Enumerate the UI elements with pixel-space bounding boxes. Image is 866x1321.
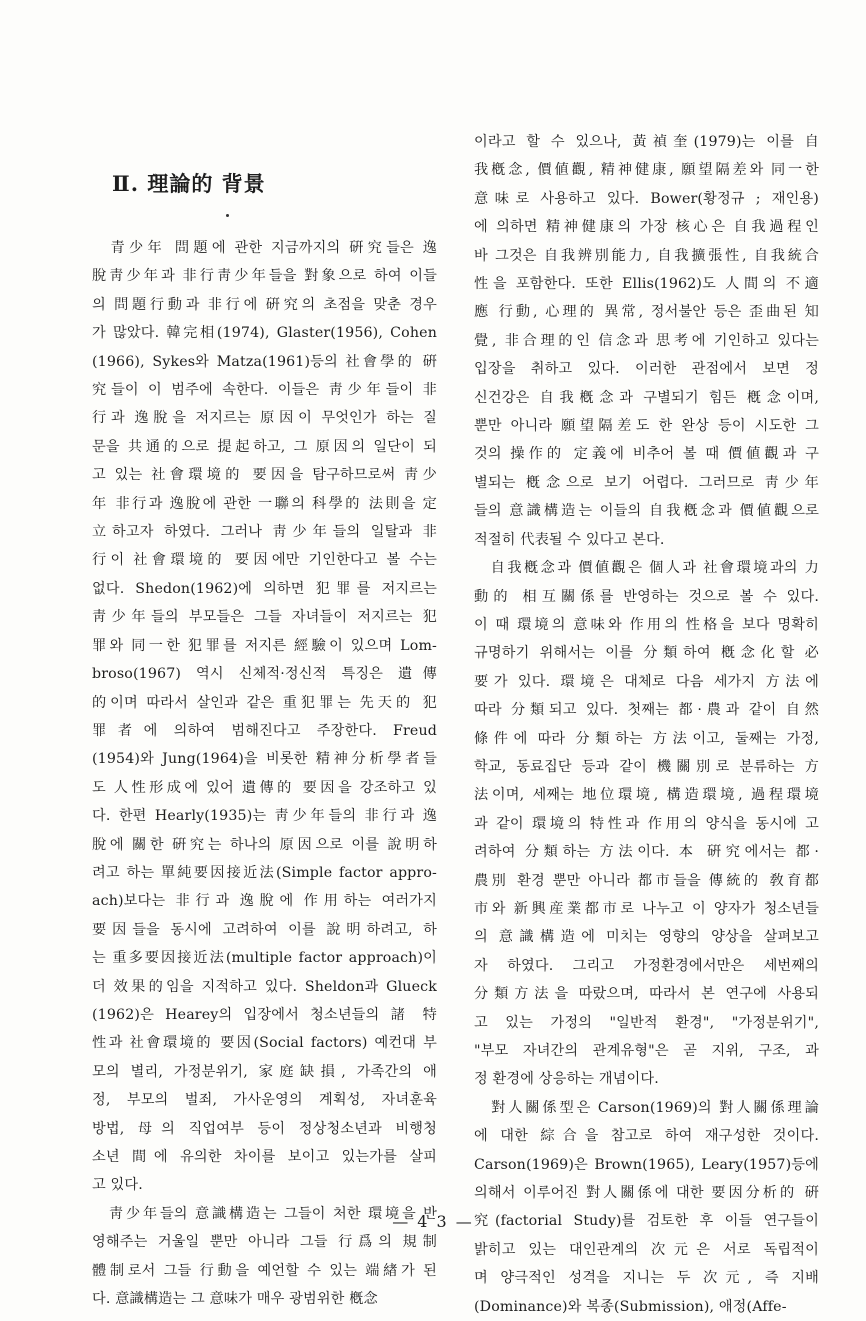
page-number: — 4 3 — xyxy=(392,1212,474,1231)
text-line: 要因들을 동시에 고려하여 이를 說明하려고, 하 xyxy=(92,921,437,938)
right-text-column xyxy=(474,128,819,1321)
text-line: 규명하기 위해서는 이를 分類하여 槪念化할 必 xyxy=(474,645,819,662)
text-line: 려하여 分類하는 方法이다. 本 硏究에서는 都· xyxy=(474,844,819,861)
text-line: 가 많았다. 韓完相(1974), Glaster(1956), Cohen xyxy=(92,325,437,342)
text-line: 自我槪念과 價値觀은 個人과 社會環境과의 力 xyxy=(474,560,819,577)
text-line: 脫靑少年과 非行靑少年들을 對象으로 하여 이들 xyxy=(92,268,437,285)
text-line: 農別 환경 뿐만 아니라 都市들을 傳統的 敎育都 xyxy=(474,872,819,889)
text-line: (Dominance)와 복종(Submission), 애정(Affe- xyxy=(474,1298,787,1315)
text-line: broso(1967) 역시 신체적·정신적 특징은 遺傳 xyxy=(92,666,437,683)
text-line: 것의 操作的 定義에 비추어 볼 때 價値觀과 구 xyxy=(474,446,819,463)
text-line: 고 있는 가정의 "일반적 환경", "가정분위기", xyxy=(474,1014,819,1031)
text-line: 이 때 環境의 意味와 作用의 性格을 보다 명확히 xyxy=(474,616,819,633)
text-line: 罪와 同一한 犯罪를 저지른 經驗이 있으며 Lom- xyxy=(92,637,437,654)
text-line: 다. 意識構造는 그 意味가 매우 광범위한 槪念 xyxy=(92,1291,378,1308)
text-line: 市와 新興産業都市로 나누고 이 양자가 청소년들 xyxy=(474,900,819,917)
text-line: 靑少年들의 意識構造는 그들이 처한 環境을 반 xyxy=(92,1205,437,1222)
text-line: 脫에 關한 硏究는 하나의 原因으로 이를 說明하 xyxy=(92,836,437,853)
text-line: 青少年 問題에 관한 지금까지의 硏究들은 逸 xyxy=(92,240,437,256)
text-line: 條件에 따라 分類하는 方法이고, 둘째는 가정, xyxy=(474,730,819,747)
text-line: 에 대한 綜合을 참고로 하여 재구성한 것이다. xyxy=(474,1128,819,1145)
text-line: 없다. Shedon(1962)에 의하면 犯罪를 저지르는 xyxy=(92,580,437,597)
text-line: 바 그것은 自我辨別能力, 自我擴張性, 自我統合 xyxy=(474,247,819,264)
text-line: 行이 社會環境的 要因에만 기인한다고 볼 수는 xyxy=(92,552,437,569)
text-line: 의해서 이루어진 對人關係에 대한 要因分析的 硏 xyxy=(474,1185,819,1202)
left-text-column xyxy=(92,234,437,1313)
text-line: 방법, 母의 직업여부 등이 정상청소년과 비행청 xyxy=(92,1120,437,1137)
text-line: 입장을 취하고 있다. 이러한 관점에서 보면 정 xyxy=(474,361,819,378)
text-line: 영해주는 거울일 뿐만 아니라 그들 行爲의 規制 xyxy=(92,1234,437,1251)
text-line: 行과 逸脫을 저지르는 原因이 무엇인가 하는 질 xyxy=(92,410,437,427)
text-line: 性을 포함한다. 또한 Ellis(1962)도 人間의 不適 xyxy=(474,276,819,293)
text-line: 는 重多要因接近法(multiple factor approach)이 xyxy=(92,950,437,967)
text-line: 覺, 非合理的인 信念과 思考에 기인하고 있다는 xyxy=(474,332,819,349)
text-line: 자 하였다. 그리고 가정환경에서만은 세번째의 xyxy=(474,957,819,974)
text-line: 별되는 槪念으로 보기 어렵다. 그러므로 靑少年 xyxy=(474,474,819,491)
text-line: 究(factorial Study)를 검토한 후 이들 연구들이 xyxy=(474,1213,819,1230)
text-line: 더 效果的임을 지적하고 있다. Sheldon과 Glueck xyxy=(92,978,437,995)
text-line: 分類方法을 따랐으며, 따라서 본 연구에 사용되 xyxy=(474,986,819,1003)
text-line: 들의 意識構造는 이들의 自我槪念과 價値觀으로 xyxy=(474,503,819,520)
text-line: 밝히고 있는 대인관계의 次元은 서로 독립적이 xyxy=(474,1241,819,1258)
text-line: 法이며, 세째는 地位環境, 構造環境, 過程環境 xyxy=(474,787,819,804)
text-line: 려고 하는 單純要因接近法(Simple factor appro- xyxy=(92,864,437,881)
text-line: 靑少年들의 부모들은 그들 자녀들이 저지르는 犯 xyxy=(92,609,437,626)
text-line: ach)보다는 非行과 逸脫에 作用하는 여러가지 xyxy=(92,893,437,910)
text-line: 我槪念, 價値觀, 精神健康, 願望隔差와 同一한 xyxy=(474,162,819,179)
text-line: 다. 한편 Hearly(1935)는 靑少年들의 非行과 逸 xyxy=(92,808,437,825)
text-line: 과 같이 環境의 特性과 作用의 양식을 동시에 고 xyxy=(474,815,819,832)
text-line: 고 있는 社會環境的 要因을 탐구하므로써 靑少 xyxy=(92,467,437,484)
decorative-dot xyxy=(226,214,229,217)
text-line: 對人關係型은 Carson(1969)의 對人關係理論 xyxy=(474,1099,819,1116)
text-line: 소년 間에 유의한 차이를 보이고 있는가를 살피 xyxy=(92,1149,437,1165)
text-line: 의 意識構造에 미치는 영향의 양상을 살펴보고 xyxy=(474,929,819,946)
text-line: 性과 社會環境的 要因(Social factors) 예컨대 부 xyxy=(92,1035,437,1052)
text-line: 意味로 사용하고 있다. Bower(황정규 ; 재인용) xyxy=(474,190,819,207)
text-line: 이라고 할 수 있으나, 黃禎奎(1979)는 이를 自 xyxy=(474,134,819,150)
text-line: 문을 共通的으로 提起하고, 그 原因의 일단이 되 xyxy=(92,438,437,455)
text-line: 的이며 따라서 살인과 같은 重犯罪는 先天的 犯 xyxy=(92,694,437,711)
section-title: Ⅱ. 理論的 背景 xyxy=(112,171,266,196)
text-line: 따라 分類되고 있다. 첫째는 都·農과 같이 自然 xyxy=(474,702,819,719)
text-line: 罪者에 의하여 범해진다고 주장한다. Freud xyxy=(92,722,437,739)
text-line: Carson(1969)은 Brown(1965), Leary(1957)등에 xyxy=(474,1156,819,1173)
text-line: 정, 부모의 벌죄, 가사운영의 계획성, 자녀훈육 xyxy=(92,1092,437,1109)
text-line: 要가 있다. 環境은 대체로 다음 세가지 方法에 xyxy=(474,673,819,690)
text-line: 年 非行과 逸脫에 관한 一聯의 科學的 法則을 定 xyxy=(92,495,437,512)
text-line: 의 問題行動과 非行에 硏究의 초점을 맞춘 경우 xyxy=(92,296,437,313)
text-line: 動的 相互關係를 반영하는 것으로 볼 수 있다. xyxy=(474,588,819,605)
text-line: 에 의하면 精神健康의 가장 核心은 自我過程인 xyxy=(474,219,819,236)
text-line: 며 양극적인 성격을 지니는 두 次元, 즉 지배 xyxy=(474,1270,819,1287)
text-line: 정 환경에 상응하는 개념이다. xyxy=(474,1071,659,1088)
text-line: 도 人性形成에 있어 遺傳的 要因을 강조하고 있 xyxy=(92,779,437,796)
text-line: 究들이 이 범주에 속한다. 이들은 靑少年들이 非 xyxy=(92,382,437,399)
text-line: (1954)와 Jung(1964)을 비롯한 精神分析學者들 xyxy=(92,751,437,768)
text-line: (1966), Sykes와 Matza(1961)등의 社會學的 硏 xyxy=(92,353,437,370)
text-line: 立하고자 하였다. 그러나 靑少年들의 일탈과 非 xyxy=(92,524,437,541)
text-line: 體制로서 그들 行動을 예언할 수 있는 端緖가 된 xyxy=(92,1262,437,1279)
text-line: (1962)은 Hearey의 입장에서 청소년들의 諸 特 xyxy=(92,1006,437,1023)
text-line: 고 있다. xyxy=(92,1177,143,1194)
text-line: 應 行動, 心理的 異常, 정서불안 등은 歪曲된 知 xyxy=(474,304,819,321)
text-line: "부모 자녀간의 관계유형"은 곧 지위, 구조, 과 xyxy=(474,1043,819,1059)
text-line: 신건강은 自我槪念과 구별되기 힘든 槪念이며, xyxy=(474,389,819,406)
text-line: 적절히 代表될 수 있다고 본다. xyxy=(474,531,665,548)
text-line: 뿐만 아니라 願望隔差도 한 완상 등이 시도한 그 xyxy=(474,418,819,435)
text-line: 모의 별리, 가정분위기, 家庭缺損, 가족간의 애 xyxy=(92,1063,437,1080)
text-line: 학교, 동료집단 등과 같이 機關別로 분류하는 方 xyxy=(474,758,819,775)
